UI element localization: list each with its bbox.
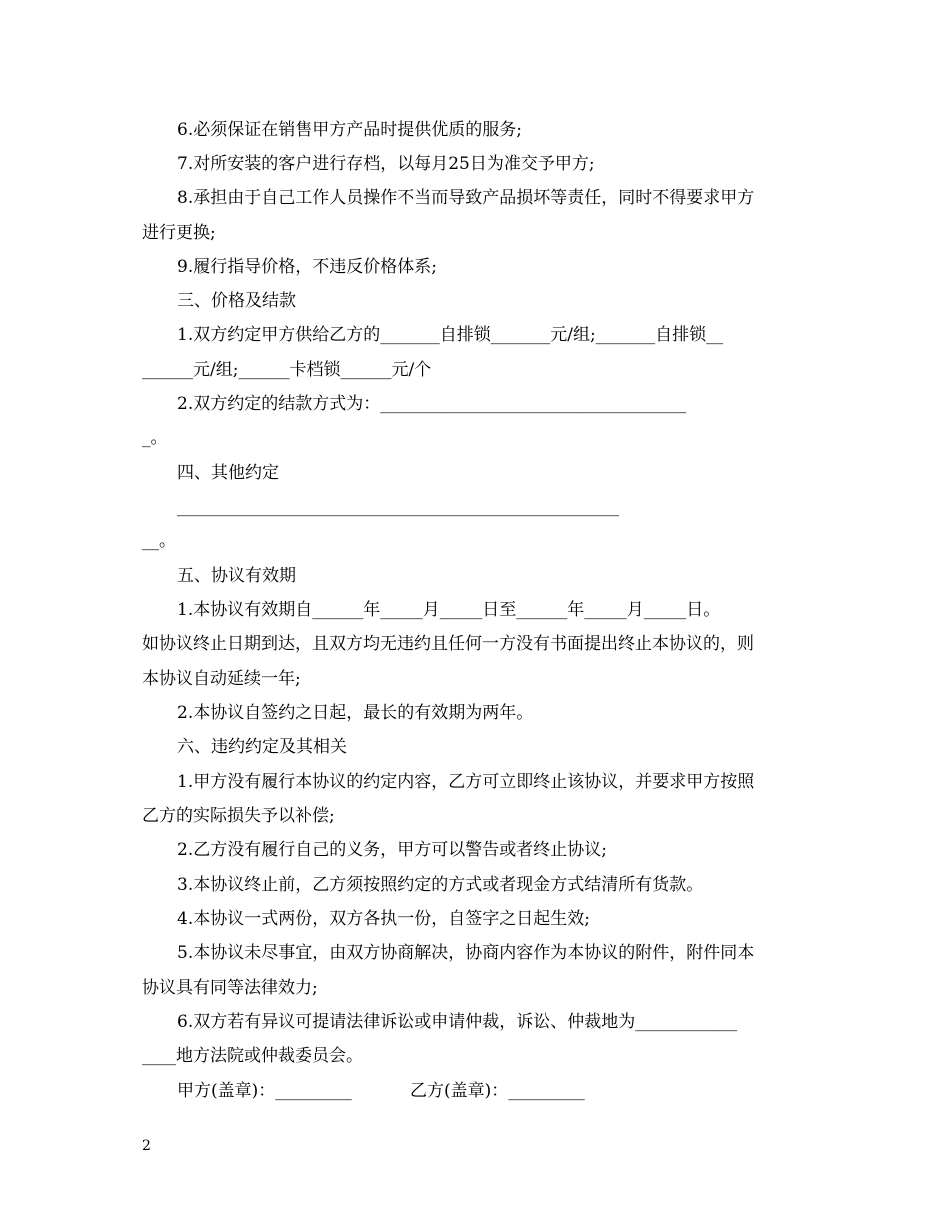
breach-clause-1: 1.甲方没有履行本协议的约定内容，乙方可立即终止该协议，并要求甲方按照 [177, 772, 755, 792]
validity-clause-1-cont: 如协议终止日期到达，且双方均无违约且任何一方没有书面提出终止本协议的，则 [142, 634, 754, 654]
other-terms-blank: ____________________________________________________ [177, 497, 619, 517]
validity-clause-1-cont2: 本协议自动延续一年; [142, 669, 301, 689]
other-terms-blank-cont: __。 [142, 531, 176, 551]
clause-8-liability: 8.承担由于自己工作人员操作不当而导致产品损坏等责任，同时不得要求甲方 [177, 188, 755, 208]
clause-6-service: 6.必须保证在销售甲方产品时提供优质的服务; [177, 120, 522, 140]
breach-clause-6: 6.双方若有异议可提请法律诉讼或申请仲裁，诉讼、仲裁地为____________ [177, 1012, 738, 1032]
breach-clause-5-cont: 协议具有同等法律效力; [142, 978, 318, 998]
validity-clause-2: 2.本协议自签约之日起，最长的有效期为两年。 [177, 703, 534, 723]
price-clause-2: 2.双方约定的结款方式为：____________________________________ [177, 394, 687, 414]
party-a-signature: 甲方(盖章)：_________ [177, 1081, 352, 1101]
validity-clause-1: 1.本协议有效期自______年_____月_____日至______年_____月_____日。 [177, 600, 721, 620]
price-clause-1: 1.双方约定甲方供给乙方的_______自排锁_______元/组;_______自排锁__ [177, 325, 724, 345]
breach-clause-2: 2.乙方没有履行自己的义务，甲方可以警告或者终止协议; [177, 840, 607, 860]
breach-clause-4: 4.本协议一式两份，双方各执一份，自签字之日起生效; [177, 909, 590, 929]
clause-8-liability-cont: 进行更换; [142, 223, 216, 243]
section-4-heading: 四、其他约定 [177, 463, 279, 483]
breach-clause-1-cont: 乙方的实际损失予以补偿; [142, 806, 335, 826]
party-b-signature: 乙方(盖章)：_________ [410, 1081, 585, 1101]
price-clause-1-cont: ______元/组;______卡档锁______元/个 [142, 360, 432, 380]
price-clause-2-cont: _。 [142, 428, 168, 448]
section-6-heading: 六、违约约定及其相关 [177, 737, 347, 757]
breach-clause-3: 3.本协议终止前，乙方须按照约定的方式或者现金方式结清所有货款。 [177, 875, 704, 895]
breach-clause-5: 5.本协议未尽事宜，由双方协商解决，协商内容作为本协议的附件，附件同本 [177, 943, 755, 963]
section-5-heading: 五、协议有效期 [177, 566, 296, 586]
clause-7-archive: 7.对所安装的客户进行存档，以每月25日为准交予甲方; [177, 154, 595, 174]
page-number: 2 [142, 1138, 151, 1154]
breach-clause-6-cont: ____地方法院或仲裁委员会。 [142, 1046, 363, 1066]
section-3-heading: 三、价格及结款 [177, 291, 296, 311]
clause-9-pricing: 9.履行指导价格，不违反价格体系; [177, 257, 437, 277]
